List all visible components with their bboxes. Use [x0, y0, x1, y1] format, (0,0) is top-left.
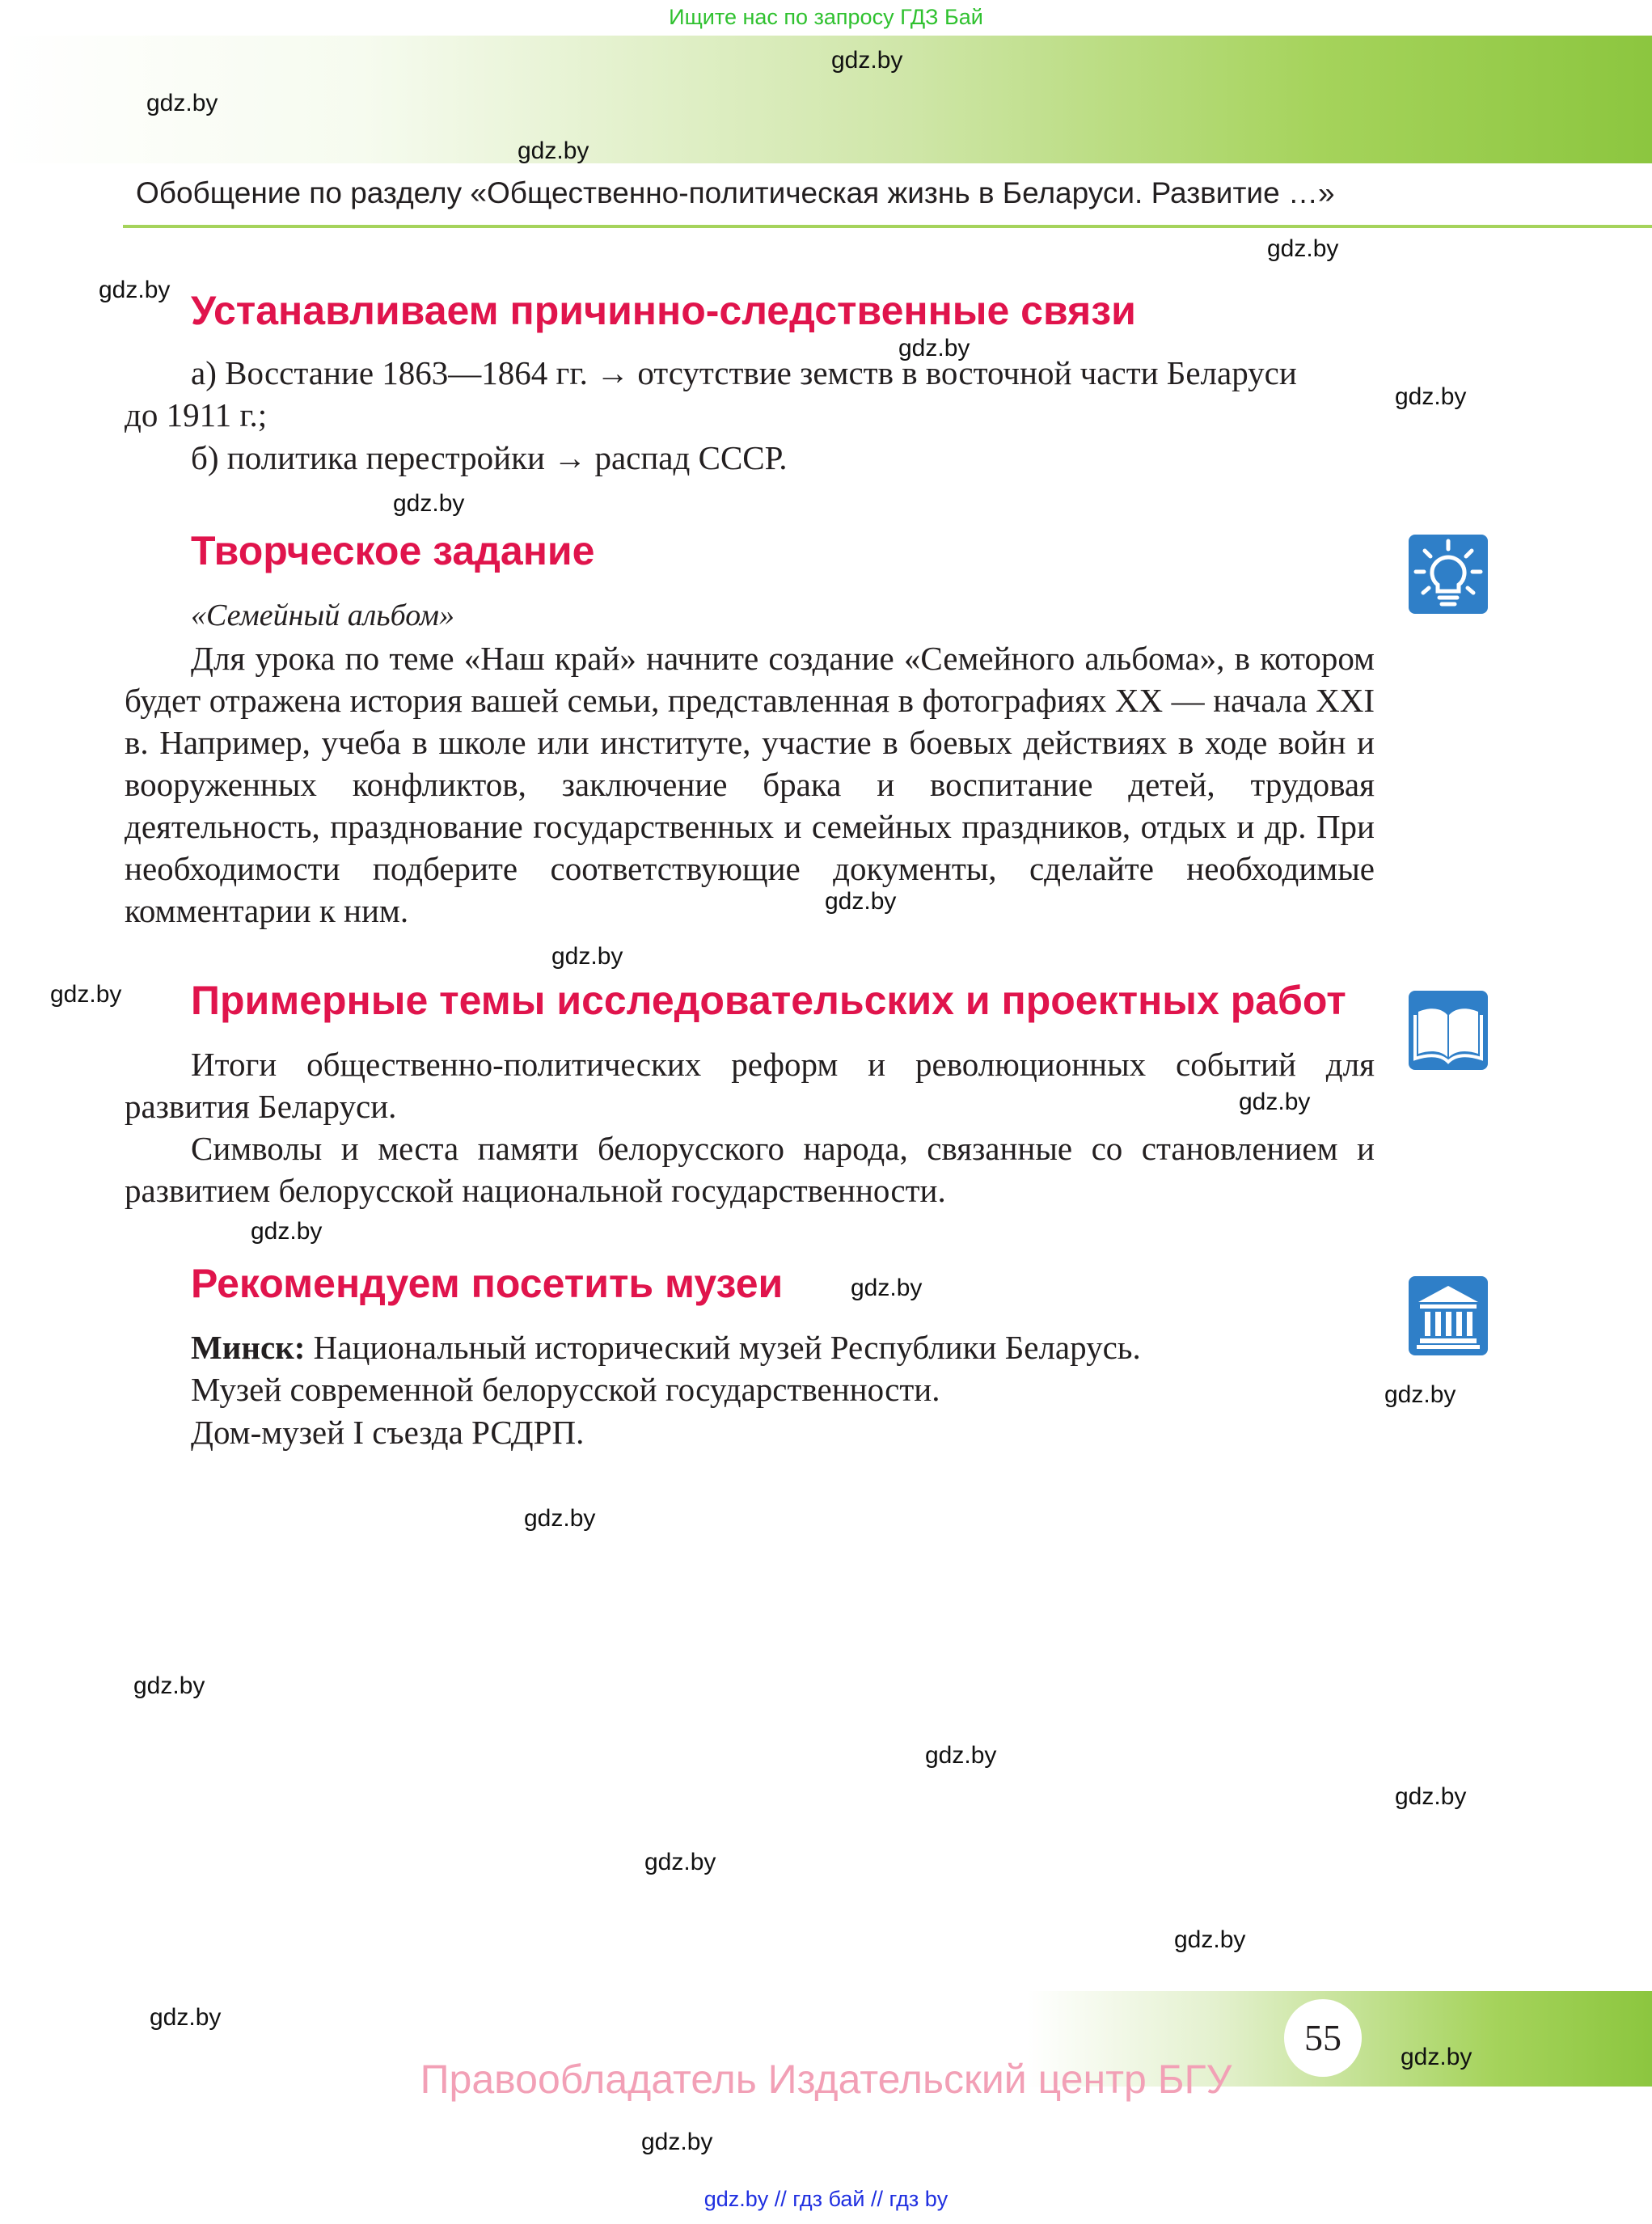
causal-item-b: б) политика перестройки → распад СССР.: [191, 439, 788, 476]
watermark: gdz.by: [644, 1849, 716, 1875]
watermark: gdz.by: [851, 1275, 923, 1301]
watermark: gdz.by: [99, 277, 171, 303]
section-heading-museums: Рекомендуем посетить музеи: [191, 1261, 784, 1306]
museum-line-1: [191, 1326, 1141, 1368]
watermark: gdz.by: [825, 888, 897, 915]
watermark: gdz.by: [898, 335, 970, 362]
watermark: gdz.by: [831, 47, 903, 74]
causal-item-a-line1: а) Восстание 1863—1864 гг. → отсутствие земств в восточной части Беларуси: [191, 354, 1297, 391]
city-label: Минск:: [191, 1329, 306, 1366]
watermark: gdz.by: [1174, 1926, 1246, 1953]
watermark: gdz.by: [146, 90, 218, 116]
museum-icon: [1409, 1276, 1488, 1355]
watermark: gdz.by: [50, 981, 122, 1008]
header-gradient-band: [0, 36, 1652, 163]
footer-links[interactable]: gdz.by // гдз бай // гдз by: [703, 2187, 949, 2211]
rights-holder: Правообладатель Издательский центр БГУ: [420, 2057, 1232, 2102]
section-heading-causal-links: Устанавливаем причинно-следственные связи: [191, 288, 1136, 333]
watermark: gdz.by: [1239, 1089, 1311, 1115]
running-head: Обобщение по разделу «Общественно-политическая жизнь в Беларуси. Развитие …»: [136, 176, 1335, 209]
lightbulb-icon: [1409, 535, 1488, 614]
page-number: 55: [1284, 1999, 1362, 2077]
watermark: gdz.by: [1395, 383, 1467, 410]
research-topic-2: Символы и места памяти белорусского народа, связанные со становлением и развитием белорусской национальной государственности.: [125, 1130, 1375, 1209]
museum-3: Дом-музей I съезда РСДРП.: [191, 1414, 585, 1451]
creative-task-subtitle: «Семейный альбом»: [191, 598, 455, 632]
creative-task-text: Для урока по теме «Наш край» начните создание «Семейного альбома», в котором будет отражена история вашей семьи, представленная в фотографиях XX — начала XXI в. Например, учеба в школе или институте, участие в боевых действиях в ходе войн и вооруженных конфликтов, заключение брака и воспитание детей, трудовая деятельность, празднование государственных и семейных праздников, отдых и др. При необходимости подберите соответствующие документы, сделайте необходимые комментарии к ним.: [125, 640, 1375, 929]
book-icon: [1409, 991, 1488, 1070]
watermark: gdz.by: [518, 137, 589, 164]
watermark: gdz.by: [133, 1672, 205, 1699]
research-topic-1: Итоги общественно-политических реформ и революционных событий для развития Беларуси.: [125, 1046, 1375, 1125]
watermark: gdz.by: [551, 943, 623, 970]
watermark: gdz.by: [150, 2004, 222, 2031]
museum-1: Национальный исторический музей Республики Беларусь.: [313, 1329, 1141, 1366]
section-heading-creative-task: Творческое задание: [191, 528, 595, 573]
causal-item-a-line2: до 1911 г.;: [125, 396, 268, 433]
watermark: gdz.by: [1395, 1783, 1467, 1810]
section-heading-research-topics: Примерные темы исследовательских и проектных работ: [191, 978, 1346, 1023]
watermark: gdz.by: [524, 1505, 596, 1532]
museum-2: Музей современной белорусской государственности.: [191, 1371, 940, 1408]
watermark: gdz.by: [393, 490, 465, 517]
watermark: gdz.by: [641, 2129, 713, 2155]
header-divider: [123, 225, 1652, 228]
watermark: gdz.by: [1384, 1381, 1456, 1408]
top-search-banner: Ищите нас по запросу ГДЗ Бай: [669, 5, 983, 29]
watermark: gdz.by: [1401, 2044, 1472, 2070]
watermark: gdz.by: [251, 1218, 323, 1245]
watermark: gdz.by: [1267, 235, 1339, 262]
watermark: gdz.by: [925, 1742, 997, 1769]
